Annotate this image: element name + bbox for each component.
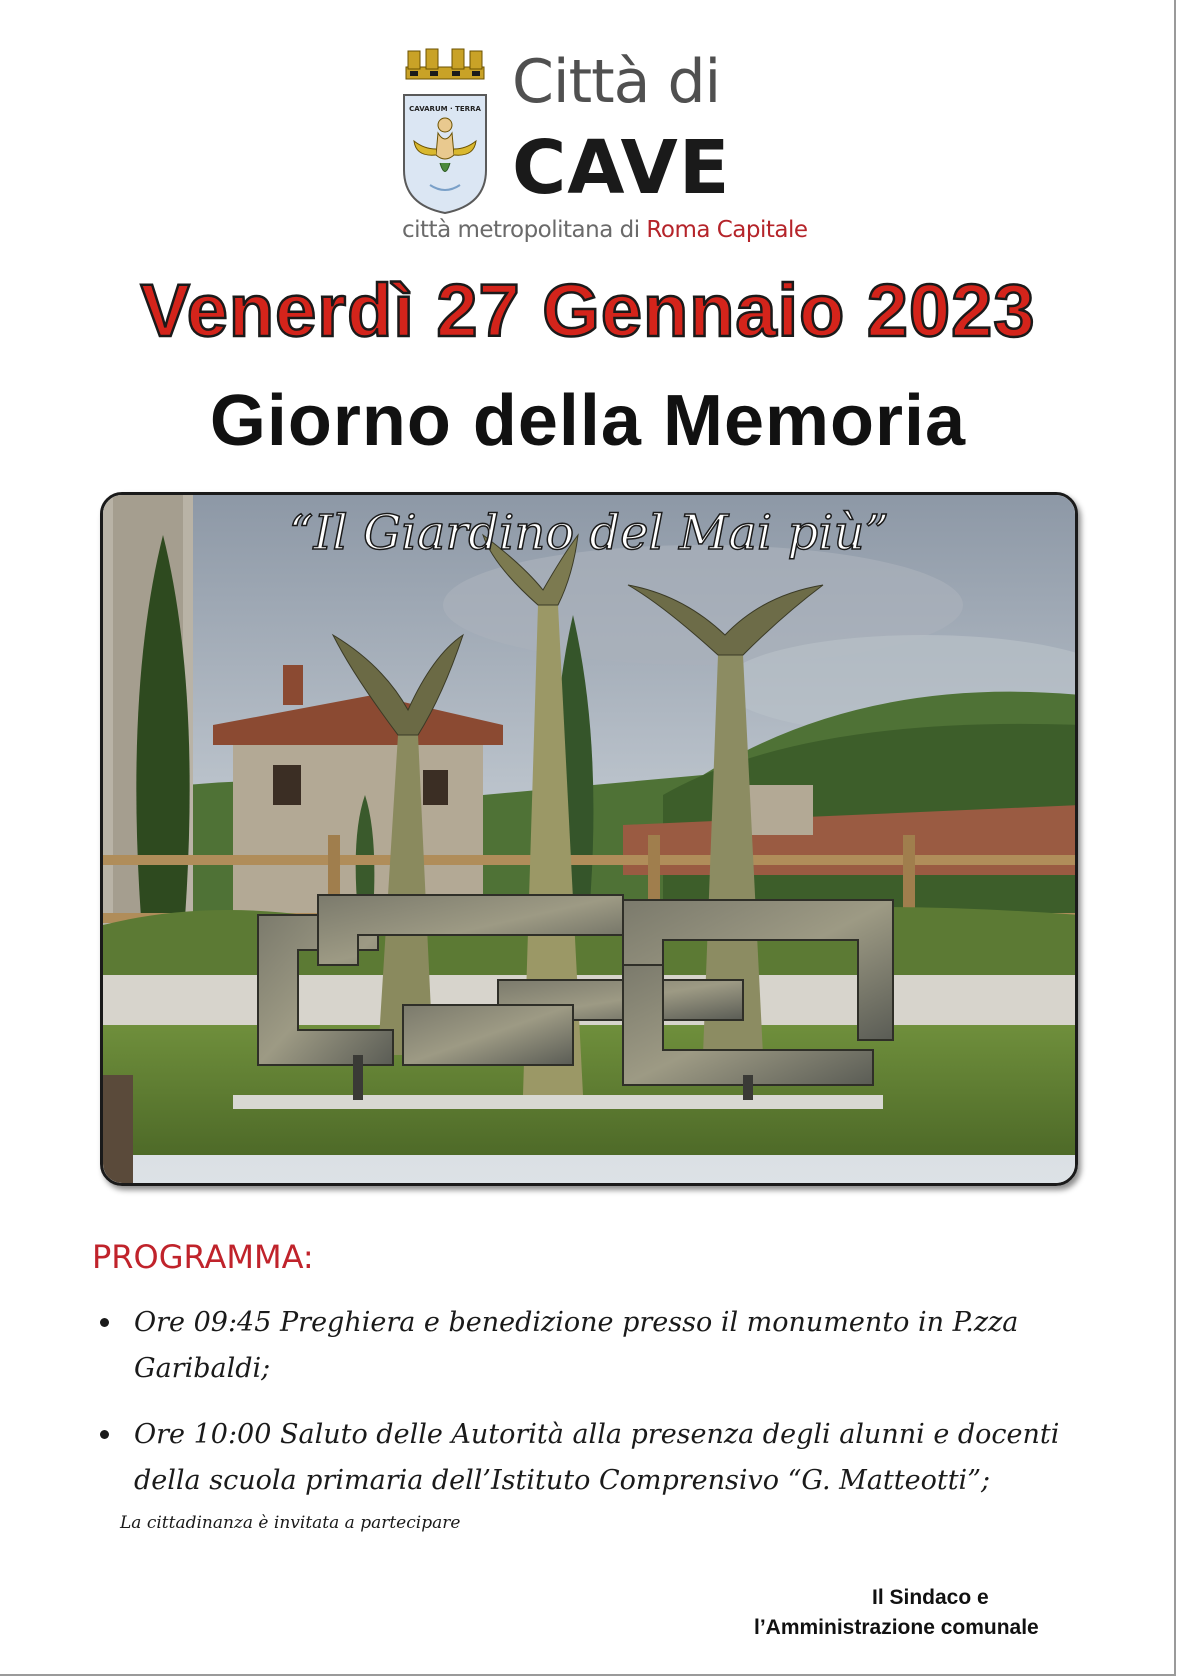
program-item-text: Ore 10:00 Saluto delle Autorità alla presenza degli alunni e docenti della scuola primaria dell’Istituto Comprensivo “G. Matteotti”; (134, 1419, 1060, 1496)
monument-photo (100, 492, 1078, 1186)
monument-photo-illustration (103, 495, 1078, 1186)
logo-subtitle (402, 217, 808, 243)
program-list (92, 1300, 1092, 1524)
signature-mayor: Il Sindaco e (872, 1586, 989, 1609)
program-item (92, 1300, 1092, 1392)
logo-city-of: Città di (512, 47, 721, 117)
svg-text:CAVARUM · TERRA: CAVARUM · TERRA (409, 105, 481, 113)
logo-subtitle-highlight: Roma Capitale (646, 217, 808, 243)
city-logo (400, 45, 808, 255)
signature (740, 1583, 1120, 1643)
program-item (92, 1412, 1092, 1504)
logo-subtitle-prefix: città metropolitana di (402, 217, 647, 243)
invitation-note: La cittadinanza è invitata a partecipare (120, 1513, 461, 1533)
signature-administration: l’Amministrazione comunale (754, 1616, 1039, 1639)
bullet-icon (100, 1318, 109, 1327)
logo-city-name: CAVE (512, 125, 731, 211)
program-item-text: Ore 09:45 Preghiera e benedizione presso il monumento in P.zza Garibaldi; (134, 1307, 1019, 1384)
event-title: Giorno della Memoria (209, 381, 967, 461)
bullet-icon (100, 1430, 109, 1439)
coat-of-arms-icon (400, 45, 490, 215)
photo-caption: “Il Giardino del Mai più” (288, 505, 890, 561)
event-date: Venerdì 27 Gennaio 2023 (140, 269, 1036, 352)
program-heading: PROGRAMMA: (92, 1238, 314, 1276)
